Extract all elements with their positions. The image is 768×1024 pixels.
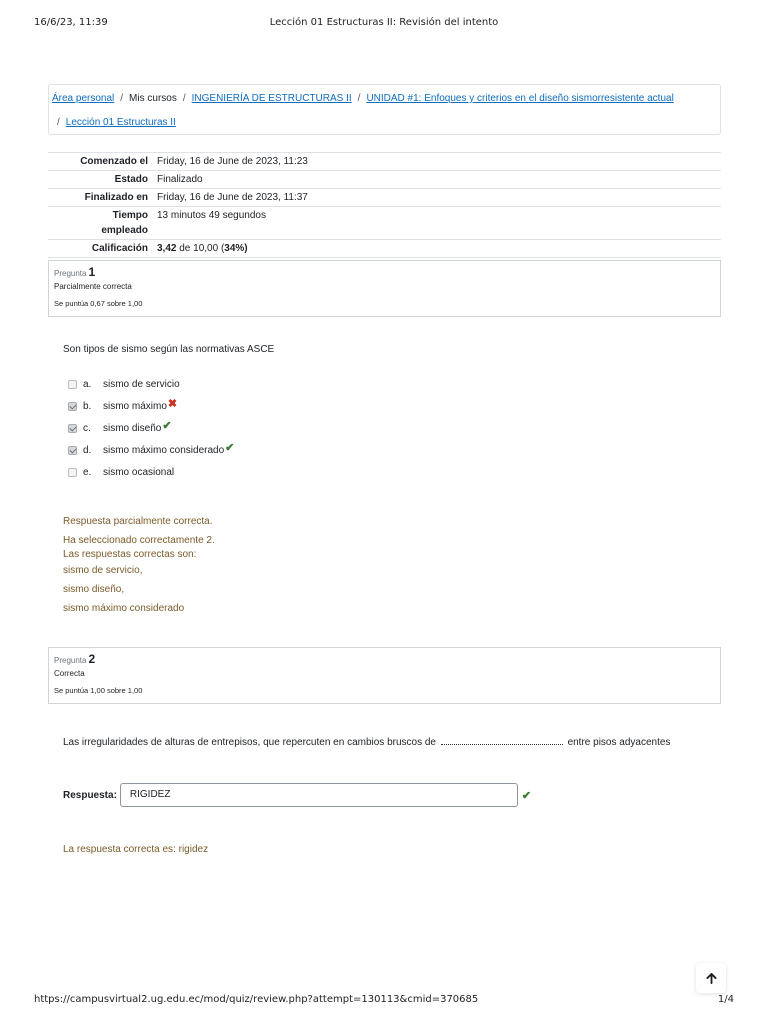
question-1-feedback-general: Respuesta parcialmente correcta.: [63, 516, 213, 527]
question-state: Parcialmente correcta: [54, 282, 132, 291]
breadcrumb-mis-cursos: Mis cursos: [129, 93, 177, 104]
question-1-answers: [68, 373, 368, 483]
grade-rest: de 10,00 (: [176, 243, 225, 254]
option-text: sismo diseño: [103, 422, 162, 434]
summary-row-finished: [48, 188, 721, 206]
breadcrumb-course[interactable]: INGENIERÍA DE ESTRUCTURAS II: [191, 93, 352, 104]
grade-score: 3,42: [157, 243, 177, 254]
print-url: https://campusvirtual2.ug.edu.ec/mod/quiz/review.php?attempt=130113&cmid=370685: [34, 994, 479, 1005]
summary-value: 13 minutos 49 segundos: [157, 210, 266, 221]
question-1-correct-answer: sismo de servicio,: [63, 565, 143, 576]
option-letter: d.: [83, 444, 92, 456]
question-1-text: Son tipos de sismo según las normativas ASCE: [63, 344, 275, 355]
checkbox-checked[interactable]: [68, 424, 77, 433]
summary-value: Finalizado: [157, 174, 203, 185]
summary-label: Estado: [114, 174, 148, 185]
question-state: Correcta: [54, 669, 85, 678]
grade-close: ): [244, 243, 248, 254]
option-text: sismo ocasional: [103, 466, 175, 478]
summary-row-grade: [48, 239, 721, 258]
answer-option-a[interactable]: [68, 373, 368, 395]
question-grade: Se puntúa 1,00 sobre 1,00: [54, 686, 143, 695]
question-number: [54, 652, 715, 666]
question-1-correct-answer: sismo diseño,: [63, 584, 125, 595]
answer-option-e[interactable]: [68, 461, 368, 483]
question-1-feedback-selected: Ha seleccionado correctamente 2.: [63, 535, 215, 546]
breadcrumb-unit[interactable]: UNIDAD #1: Enfoques y criterios en el diseño sismorresistente actual: [366, 93, 674, 104]
correct-icon: ✔: [521, 789, 532, 802]
answer-label: Respuesta:: [63, 789, 117, 801]
breadcrumb-separator: /: [120, 93, 124, 104]
back-to-top-button[interactable]: [696, 963, 726, 993]
summary-value: Friday, 16 de June de 2023, 11:37: [157, 192, 308, 203]
breadcrumb-area-personal[interactable]: Área personal: [52, 93, 115, 104]
option-letter: e.: [83, 466, 92, 478]
option-letter: a.: [83, 378, 92, 390]
answer-row: [63, 783, 531, 807]
arrow-up-icon: [706, 973, 717, 984]
question-label: Pregunta: [54, 656, 87, 665]
answer-input[interactable]: RIGIDEZ: [120, 783, 518, 807]
summary-label-line: empleado: [101, 225, 148, 236]
question-text-after: entre pisos adyacentes: [567, 737, 671, 748]
breadcrumb: [48, 84, 721, 135]
option-text: sismo máximo: [103, 400, 167, 412]
print-footer: [34, 994, 734, 1008]
question-number-value: 1: [88, 265, 96, 279]
option-text: sismo de servicio: [103, 378, 180, 390]
question-number: [54, 265, 715, 279]
question-2-text: [63, 737, 670, 748]
summary-value: [148, 240, 248, 257]
question-2-info: [48, 647, 721, 704]
print-page-number: 1/4: [717, 994, 734, 1005]
summary-row-started: [48, 152, 721, 170]
question-2-feedback: La respuesta correcta es: rigidez: [63, 844, 209, 855]
checkbox[interactable]: [68, 380, 77, 389]
answer-option-c[interactable]: [68, 417, 368, 439]
question-text-before: Las irregularidades de alturas de entrepisos, que repercuten en cambios bruscos de: [63, 737, 436, 748]
breadcrumb-separator: /: [357, 93, 361, 104]
question-grade: Se puntúa 0,67 sobre 1,00: [54, 299, 143, 308]
correct-icon: ✔: [225, 441, 235, 454]
correct-icon: ✔: [162, 419, 172, 432]
summary-label: Calificación: [91, 243, 148, 254]
attempt-summary-table: [48, 152, 721, 258]
answer-option-d[interactable]: [68, 439, 368, 461]
question-label: Pregunta: [54, 269, 87, 278]
blank-line: [441, 737, 563, 745]
question-number-value: 2: [88, 652, 96, 666]
checkbox-checked[interactable]: [68, 402, 77, 411]
answer-option-b[interactable]: [68, 395, 368, 417]
summary-label: [48, 207, 148, 239]
grade-percent: 34%: [224, 243, 245, 254]
option-letter: b.: [83, 400, 92, 412]
print-date: 16/6/23, 11:39: [34, 17, 108, 28]
checkbox[interactable]: [68, 468, 77, 477]
incorrect-icon: ✖: [167, 397, 178, 410]
summary-label: Comenzado el: [80, 156, 148, 167]
option-letter: c.: [83, 422, 91, 434]
checkbox-checked[interactable]: [68, 446, 77, 455]
question-1-info: [48, 260, 721, 317]
summary-row-time: [48, 206, 721, 239]
breadcrumb-separator: /: [57, 117, 60, 128]
print-header: [34, 17, 734, 31]
print-page-title: Lección 01 Estructuras II: Revisión del intento: [269, 17, 499, 28]
summary-row-state: [48, 170, 721, 188]
breadcrumb-lesson[interactable]: Lección 01 Estructuras II: [65, 117, 176, 128]
breadcrumb-separator: /: [182, 93, 186, 104]
question-1-correct-intro: Las respuestas correctas son:: [63, 549, 197, 560]
question-1-correct-answer: sismo máximo considerado: [63, 603, 185, 614]
summary-value: Friday, 16 de June de 2023, 11:23: [157, 156, 308, 167]
summary-label-line: Tiempo: [112, 210, 148, 221]
option-text: sismo máximo considerado: [103, 444, 225, 456]
summary-label: Finalizado en: [84, 192, 148, 203]
